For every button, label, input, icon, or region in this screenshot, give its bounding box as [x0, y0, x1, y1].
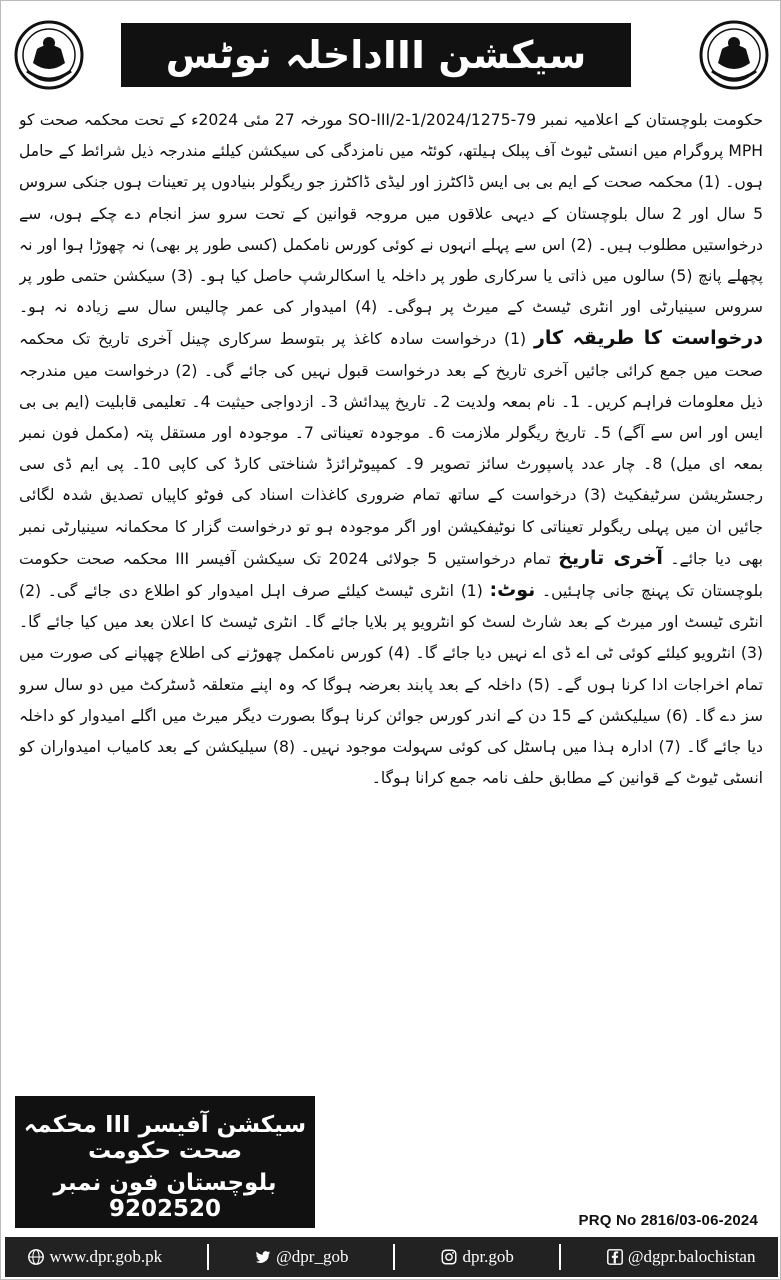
eligibility-paragraph: حکومت بلوچستان کے اعلامیہ نمبر SO-III/2-1/2024/1275-79 مورخہ 27 مئی 2024ء کے تحت محکمہ صحت کو MPH پروگرام میں انسٹی ٹیوٹ آف پبلک ہیلتھ، کوئٹہ میں نامزدگی کی سیکشن کیلئے مندرجہ ذیل شرائط کے حامل ہوں۔ (1) محکمہ صحت کے ایم بی بی ایس ڈاکٹرز اور لیڈی ڈاکٹرز جو ریگولر بنیادوں پر تعینات ہوں جنکی سروس 5 سال اور 2 سال بلوچستان کے دیہی علاقوں میں مروجہ قوانین کے تحت سرو سز انجام دے چکے ہوں، سے درخواستیں مطلوب ہیں۔ (2) اس سے پہلے انہوں نے کوئی کورس نامکمل (کسی طور پر بھی) نہ چھوڑا ہوا اور نہ پچھلے پانچ (5) سالوں میں ذاتی یا سرکاری طور پر داخلہ یا اسکالرشپ حاصل کیا ہو۔ (3) سیکشن حتمی طور پر سروس سینیارٹی اور انٹری ٹیسٹ کے میرٹ پر ہوگی۔ (4) امیدوار کی عمر چالیس سال سے زیادہ نہ ہو۔ [19, 111, 763, 317]
last-date-paragraph: تمام درخواستیں 5 جولائی 2024 تک سیکشن آفیسر III محکمہ صحت حکومت بلوچستان تک پہنچ جانی چاہئیں۔ [19, 549, 763, 601]
notice-body [19, 105, 763, 1075]
last-date-heading: آخری تاریخ [558, 546, 663, 569]
notice-header [9, 11, 774, 99]
instagram-handle: dpr.gob [462, 1247, 514, 1266]
globe-icon [27, 1248, 45, 1266]
facebook-item[interactable] [606, 1247, 756, 1267]
facebook-icon [606, 1248, 624, 1266]
signature-phone: بلوچستان فون نمبر 9202520 [53, 1170, 277, 1222]
application-method-paragraph: (1) درخواست سادہ کاغذ پر بتوسط سرکاری چینل آخری تاریخ تک محکمہ صحت میں جمع کرائی جائیں آخری تاریخ کے بعد درخواست قبول نہیں کی جائے گی۔ (2) درخواست میں مندرجہ ذیل معلومات فراہم کریں۔ 1۔ نام بمعہ ولدیت 2۔ تاریخ پیدائش 3۔ ازدواجی حیثیت 4۔ تعلیمی قابلیت (ایم بی بی ایس اور اس سے آگے) 5۔ تاریخ ریگولر ملازمت 6۔ موجودہ تعیناتی 7۔ موجودہ اور مستقل پتہ (مکمل فون نمبر بمعہ ای میل) 8۔ چار عدد پاسپورٹ سائز تصویر 9۔ کمپیوٹرائزڈ شناختی کارڈ کی کاپی 10۔ پی ایم ڈی سی رجسٹریشن سرٹیفکیٹ (3) درخواست کے ساتھ تمام ضروری کاغذات اسناد کی فوٹو کاپیاں تصدیق شدہ لگائی جائیں ان میں پہلی ریگولر تعیناتی کا نوٹیفکیشن اور اگر موجودہ ہو تو درخواست گزار کا محکمانہ سینیارٹی نمبر بھی دیا جائے۔ [19, 330, 763, 568]
twitter-handle: @dpr_gob [276, 1247, 349, 1266]
note-heading: نوٹ: [489, 579, 536, 602]
website-text: www.dpr.gob.pk [49, 1247, 163, 1266]
signature-block [15, 1096, 315, 1228]
footer-divider [393, 1244, 395, 1270]
facebook-handle: @dgpr.balochistan [627, 1247, 756, 1266]
twitter-icon [254, 1248, 272, 1266]
instagram-item[interactable] [440, 1247, 513, 1267]
application-method-heading: درخواست کا طریقہ کار [533, 327, 763, 350]
signature-officer: سیکشن آفیسر III محکمہ صحت حکومت [23, 1112, 307, 1164]
prq-number: PRQ No 2816/03-06-2024 [578, 1212, 758, 1229]
instagram-icon [440, 1248, 458, 1266]
footer-divider [207, 1244, 209, 1270]
footer-divider [559, 1244, 561, 1270]
notice-title: سیکشن IIIداخلہ نوٹس [121, 23, 631, 87]
notes-paragraph: (1) انٹری ٹیسٹ کیلئے صرف اہل امیدوار کو اطلاع دی جائے گی۔ (2) انٹری ٹیسٹ اور میرٹ کے بعد شارٹ لسٹ کو انٹرویو پر بلایا جائے گا۔ انٹری ٹیسٹ کا اعلان بعد میں کیا جائے گا۔ (3) انٹرویو کیلئے کوئی ٹی اے ڈی اے نہیں دیا جائے گا۔ (4) کورس نامکمل چھوڑنے کی اطلاع چھپانے کی صورت میں تمام اخراجات ادا کرنا ہوں گے۔ (5) داخلہ کے بعد پابند بعرضہ ہوگا کہ وہ اپنے متعلقہ ڈسٹرکٹ میں دو سال سرو سز دے گا۔ (6) سیلیکشن کے 15 دن کے اندر کورس جوائن کرنا ہوگا بصورت دیگر میرٹ میں اگلے امیدوار کو داخلہ دیا جائے گا۔ (7) ادارہ ہذا میں ہاسٹل کی کوئی سہولت موجود نہیں۔ (8) سیلیکشن کے بعد کامیاب امیدواران کو انسٹی ٹیوٹ کے قوانین کے مطابق حلف نامہ جمع کرانا ہوگا۔ [19, 582, 763, 788]
twitter-item[interactable] [254, 1247, 348, 1267]
social-footer [5, 1237, 778, 1277]
government-emblem-right [698, 19, 770, 91]
website-item[interactable] [27, 1247, 162, 1267]
government-emblem-left [13, 19, 85, 91]
